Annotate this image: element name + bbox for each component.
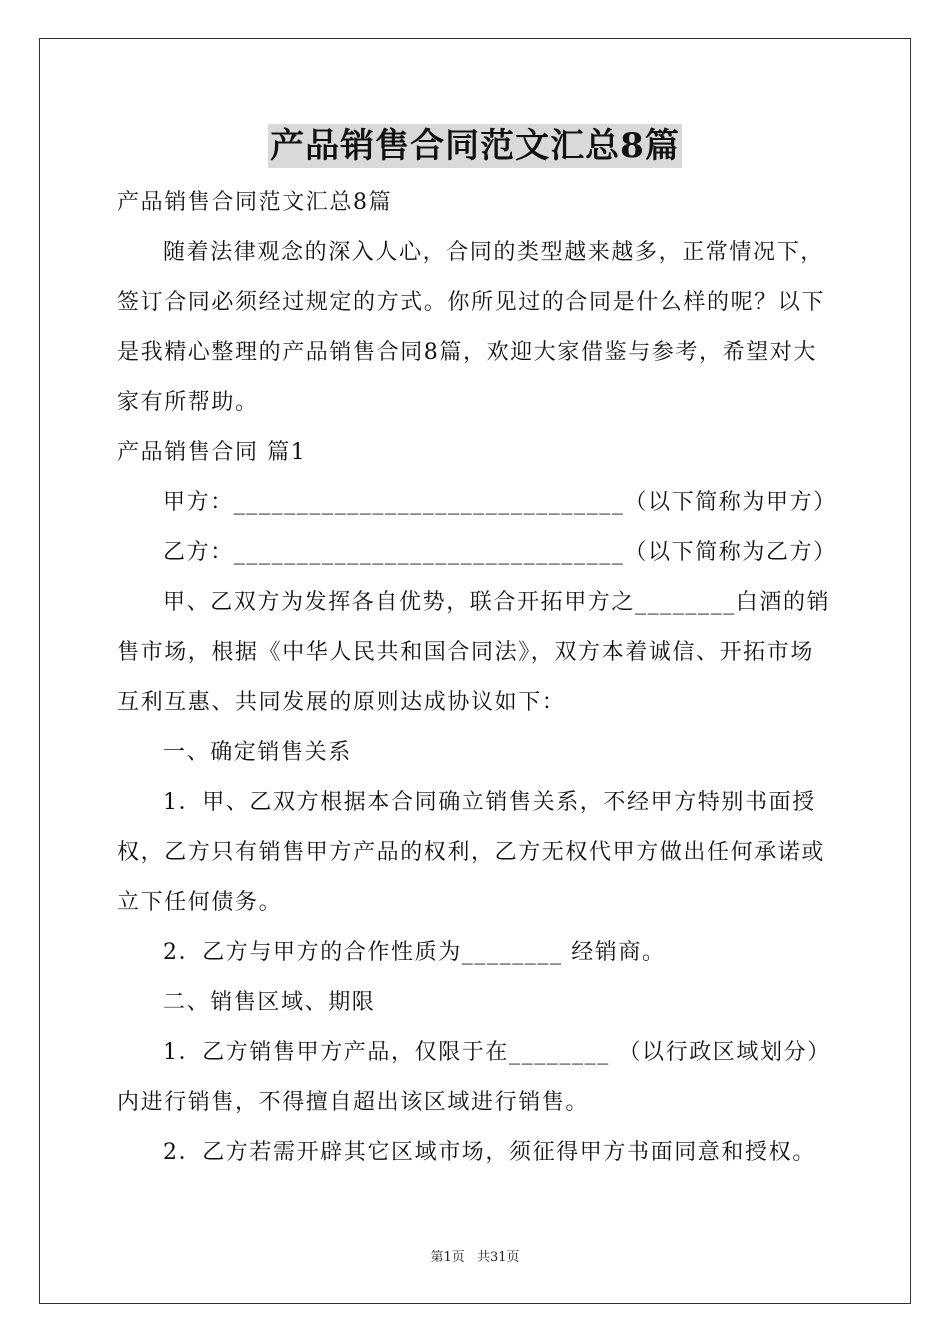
title-wrap (0, 124, 950, 168)
party-a-line: 甲方：_______________________________（以下简称为甲方） (163, 490, 837, 515)
paragraph: 甲、乙双方为发挥各自优势，联合开拓甲方之________白酒的销售市场，根据《中华人民共和国合同法》，双方本着诚信、开拓市场互利互惠、共同发展的原则达成协议如下： (117, 590, 831, 715)
page-number: 第1页 (430, 1250, 465, 1265)
clause-heading: 一、确定销售关系 (163, 740, 352, 765)
page-footer (0, 1246, 950, 1265)
document-body (117, 178, 837, 1178)
paragraph: 1．甲、乙双方根据本合同确立销售关系，不经甲方特别书面授权，乙方只有销售甲方产品的权利，乙方无权代甲方做出任何承诺或立下任何债务。 (117, 790, 826, 915)
section-heading: 产品销售合同 篇1 (117, 440, 307, 465)
paragraph: 产品销售合同范文汇总8篇 (117, 190, 393, 215)
party-b-line: 乙方：_______________________________（以下简称为乙方） (163, 540, 837, 565)
paragraph: 2．乙方与甲方的合作性质为________ 经销商。 (163, 940, 666, 965)
clause-heading: 二、销售区域、期限 (163, 990, 376, 1015)
paragraph: 1．乙方销售甲方产品，仅限于在________ （以行政区域划分）内进行销售，不得擅自超出该区域进行销售。 (117, 1040, 831, 1115)
paragraph: 随着法律观念的深入人心，合同的类型越来越多，正常情况下，签订合同必须经过规定的方式。你所见过的合同是什么样的呢？以下是我精心整理的产品销售合同8篇，欢迎大家借鉴与参考，希望对大家有所帮助。 (117, 240, 826, 415)
page-total: 共31页 (476, 1250, 520, 1265)
document-title: 产品销售合同范文汇总8篇 (270, 126, 680, 166)
paragraph: 2．乙方若需开辟其它区域市场，须征得甲方书面同意和授权。 (163, 1140, 816, 1165)
